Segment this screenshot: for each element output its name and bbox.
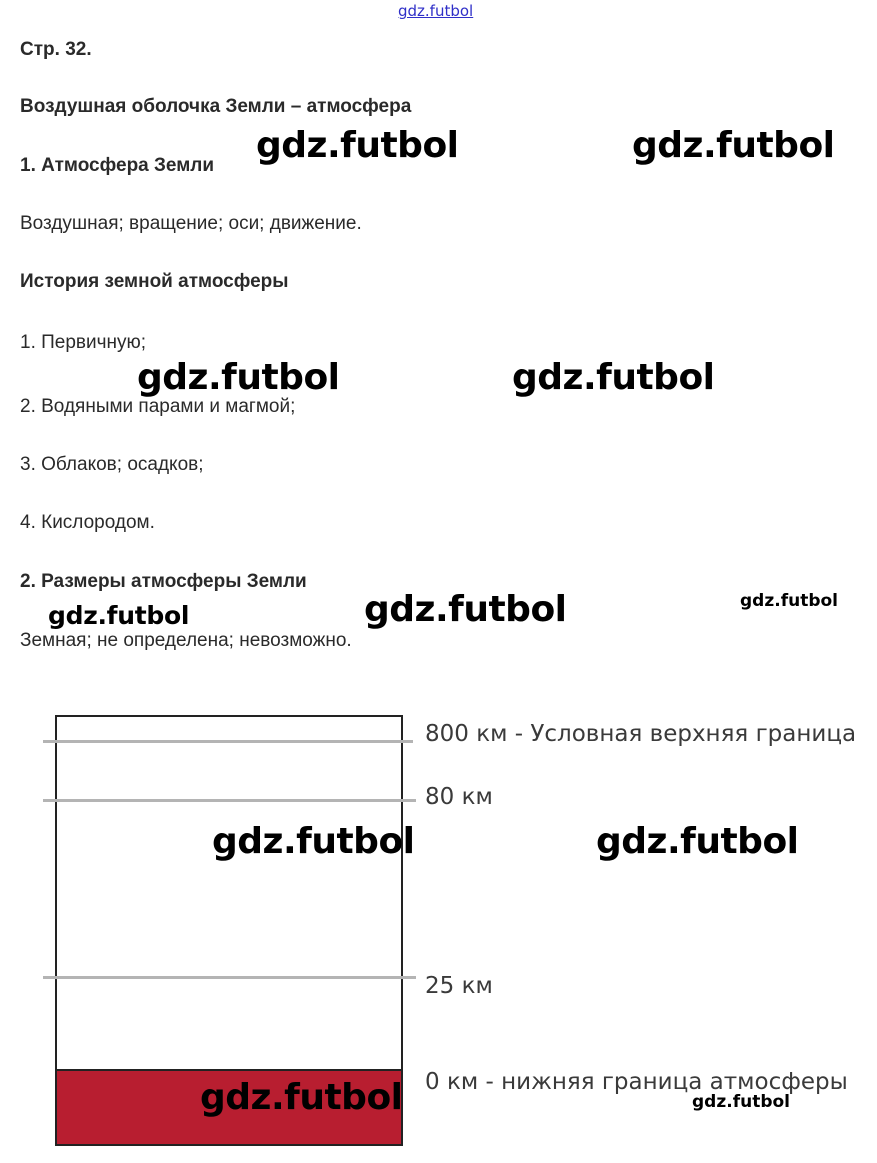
watermark: gdz.futbol	[200, 1077, 403, 1118]
level-label-0: 0 км - нижняя граница атмосферы	[425, 1069, 848, 1095]
level-line-25	[43, 976, 416, 979]
history-heading: История земной атмосферы	[20, 271, 289, 292]
watermark: gdz.futbol	[740, 591, 838, 611]
page-ref: Стр. 32.	[20, 39, 92, 60]
watermark: gdz.futbol	[632, 125, 835, 166]
watermark: gdz.futbol	[692, 1092, 790, 1112]
level-label-80: 80 км	[425, 784, 493, 810]
watermark: gdz.futbol	[512, 357, 715, 398]
level-line-80	[43, 799, 416, 802]
history-item-1: 1. Первичную;	[20, 332, 147, 353]
watermark: gdz.futbol	[364, 589, 567, 630]
history-item-3: 3. Облаков; осадков;	[20, 454, 204, 475]
section2-answer: Земная; не определена; невозможно.	[20, 630, 352, 651]
watermark: gdz.futbol	[212, 821, 415, 862]
level-line-800	[43, 740, 413, 743]
page-title: Воздушная оболочка Земли – атмосфера	[20, 96, 412, 117]
watermark: gdz.futbol	[256, 125, 459, 166]
site-link[interactable]: gdz.futbol	[398, 2, 474, 20]
level-label-25: 25 км	[425, 973, 493, 999]
history-item-2: 2. Водяными парами и магмой;	[20, 396, 296, 417]
watermark: gdz.futbol	[48, 601, 190, 630]
watermark: gdz.futbol	[596, 821, 799, 862]
section2-heading: 2. Размеры атмосферы Земли	[20, 571, 307, 592]
level-label-800: 800 км - Условная верхняя граница	[425, 721, 857, 747]
section1-answer: Воздушная; вращение; оси; движение.	[20, 213, 362, 234]
section1-heading: 1. Атмосфера Земли	[20, 155, 215, 176]
history-item-4: 4. Кислородом.	[20, 512, 155, 533]
watermark: gdz.futbol	[137, 357, 340, 398]
